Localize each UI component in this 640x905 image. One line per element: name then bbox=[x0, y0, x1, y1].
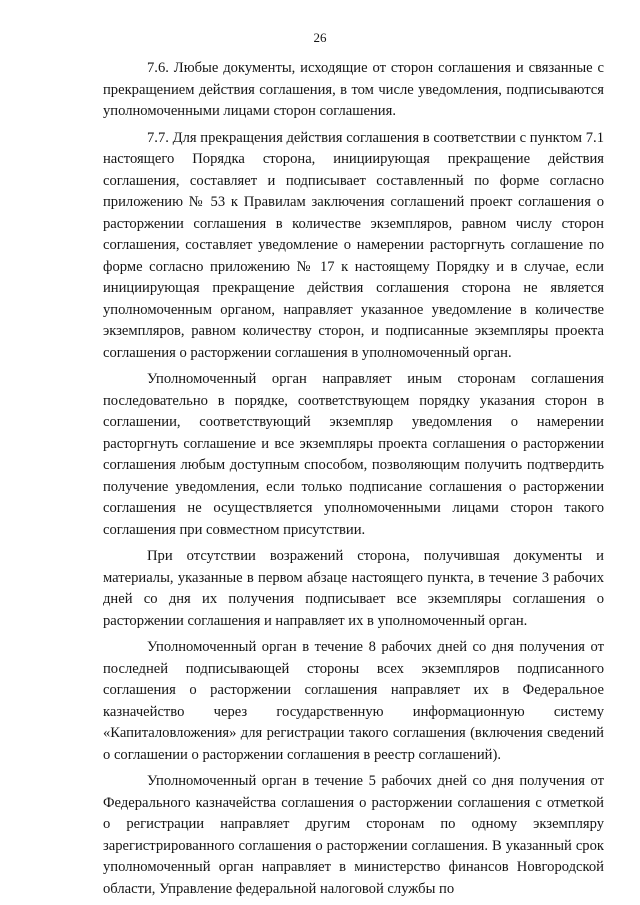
page-number: 26 bbox=[313, 30, 327, 45]
paragraph-7-6: 7.6. Любые документы, исходящие от сторон соглашения и связанные с прекращением действия соглашения, в том числе уведомления, подписываются уполномоченными лицами сторон соглашения. bbox=[103, 60, 604, 119]
paragraph-7-7: 7.7. Для прекращения действия соглашения в соответствии с пунктом 7.1 настоящего Порядка сторона, инициирующая прекращение действия соглашения, составляет и подписывает составленный по форме согласно приложению № 53 к Правилам заключения соглашений проект соглашения о расторжении соглашения в количестве экземпляров, равном числу сторон соглашения, составляет уведомление о намерении расторгнуть соглашение по форме согласно приложению № 17 к настоящему Порядку и в случае, если инициирующая прекращение действия соглашения сторона не является уполномоченным органом, направляет указанное уведомление в количестве экземпляров, равном количеству сторон, и подписанные экземпляры проекта соглашения о расторжении соглашения в уполномоченный орган. bbox=[103, 129, 604, 361]
paragraph-notification-procedure: Уполномоченный орган направляет иным сторонам соглашения последовательно в порядке, соответствующем порядку указания сторон в соглашении, соответствующий экземпляр уведомления о намерении расторгнуть соглашение и все экземпляры проекта соглашения о расторжении соглашения любым доступным способом, позволяющим получить подтвердить получение уведомления, если только подписание соглашения о расторжении соглашения не осуществляется уполномоченными лицами сторон такого соглашения при совместном присутствии. bbox=[103, 371, 604, 538]
paragraph-no-objections: При отсутствии возражений сторона, получившая документы и материалы, указанные в первом абзаце настоящего пункта, в течение 3 рабочих дней со дня их получения подписывает все экземпляры соглашения о расторжении соглашения и направляет их в уполномоченный орган. bbox=[103, 548, 604, 629]
document-body bbox=[103, 58, 604, 905]
paragraph-registered-copies: Уполномоченный орган в течение 5 рабочих дней со дня получения от Федерального казначейства соглашения о расторжении соглашения с отметкой о регистрации направляет другим сторонам по одному экземпляру зарегистрированного соглашения о расторжении соглашения. В указанный срок уполномоченный орган направляет в министерство финансов Новгородской области, Управление федеральной налоговой службы по bbox=[103, 773, 604, 897]
paragraph-registration: Уполномоченный орган в течение 8 рабочих дней со дня получения от последней подписывающей стороны всех экземпляров подписанного соглашения о расторжении соглашения направляет их в Федеральное казначейство через государственную информационную систему «Капиталовложения» для регистрации такого соглашения (включения сведений о соглашении о расторжении соглашения в реестр соглашений). bbox=[103, 639, 604, 763]
